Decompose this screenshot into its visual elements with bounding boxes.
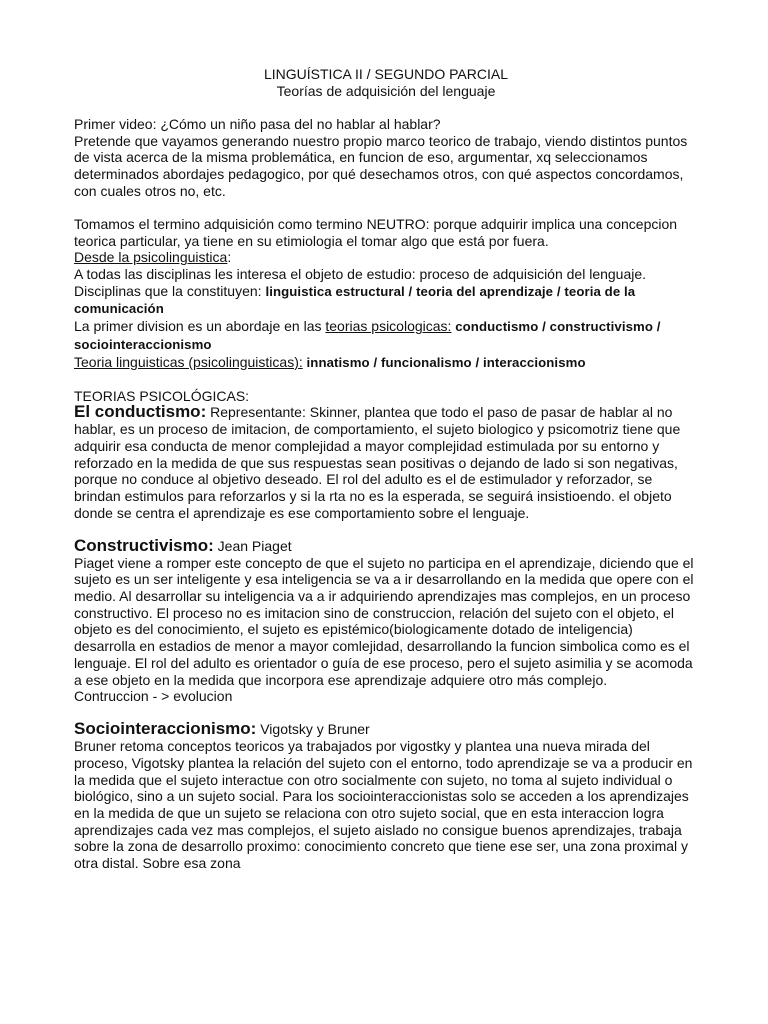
document-body	[74, 66, 698, 872]
psychological-theories-label: teorias psicologicas:	[325, 318, 452, 335]
linguistic-theories-label: Teoria linguisticas (psicolinguisticas):	[74, 353, 303, 370]
psicolinguistica-heading-line	[74, 249, 698, 266]
sociointeraccionismo-title: Sociointeraccionismo:	[74, 719, 257, 739]
sociointeraccionismo-text: Bruner retoma conceptos teoricos ya trabajados por vigostky y plantea una nueva mirada del proceso, Vigotsky plantea la relación del sujeto con el entorno, todo aprendizaje se va a producir en la medida que el sujeto interactue con otro socialmente con sujeto, no toma al sujeto individual o biológico, sino a un sujeto social. Para los sociointeraccionistas solo se acceden a los aprendizajes en la medida de que un sujeto se relaciona con otro sujeto social, que en esta interaccion logra aprendizajes cada vez mas complejos, el sujeto aislado no consigue buenos aprendizajes, trabaja sobre la zona de desarrollo proximo: conocimiento concreto que tiene ese ser, una zona proximal y otra distal. Sobre esa zona	[74, 738, 693, 872]
intro-paragraph: Pretende que vayamos generando nuestro propio marco teorico de trabajo, viendo distintos puntos de vista acerca de la misma problemática, en funcion de eso, argumentar, xq seleccionamos determinados abordajes pedagogico, por qué desechamos otros, con qué aspectos concordamos, con cuales otros no, etc.	[74, 132, 688, 199]
video-question: Primer video: ¿Cómo un niño pasa del no hablar al hablar?	[74, 115, 441, 132]
constructivismo-author: Jean Piaget	[213, 537, 292, 554]
linguistic-theories-line	[74, 354, 698, 372]
conductismo-section	[74, 404, 698, 521]
conductismo-text: Representante: Skinner, plantea que todo el paso de pasar de hablar al no hablar, es un proceso de imitacion, de comportamiento, el sujeto biologico y psicomotriz tiene que adquirir esa conducta de menor complejidad a mayor complejidad estimulada por su entorno y reforzado en la medida de que sus respuestas sean positivas o dejando de lado si son negativas, porque no conduce al objetivo deseado. El rol del adulto es el de estimulador y reforzador, se brindan estimulos para reforzarlos y si la rta no es la esperada, se seguirá insistioendo. el objeto donde se centra el aprendizaje es ese comportamiento sobre el lenguaje.	[74, 404, 681, 521]
constructivismo-title: Constructivismo:	[74, 535, 214, 555]
sociointeraccionismo-author: Vigotsky y Bruner	[256, 721, 370, 738]
psych-theories-heading: TEORIAS PSICOLÓGICAS:	[74, 387, 250, 404]
acquisition-paragraph: Tomamos el termino adquisición como termino NEUTRO: porque adquirir implica una concepcion teorica particular, ya tiene en su etimiologia el tomar algo que está por fuera.	[74, 215, 678, 249]
psicolinguistica-heading: Desde la psicolinguistica	[74, 249, 228, 266]
sociointeraccionismo-heading-line	[74, 721, 698, 738]
disciplines-line	[74, 283, 698, 318]
document-subtitle: Teorías de adquisición del lenguaje	[276, 82, 496, 99]
linguistic-theories-list: innatismo / funcionalismo / interaccionismo	[302, 354, 586, 370]
document-title: LINGUÍSTICA II / SEGUNDO PARCIAL	[263, 66, 508, 82]
division-line	[74, 318, 698, 353]
disciplines-list: linguistica estructural / teoria del aprendizaje / teoria de la comunicación	[74, 283, 636, 317]
psicolinguistica-text: A todas las disciplinas les interesa el objeto de estudio: proceso de adquisición del lenguaje.	[74, 266, 647, 283]
conductismo-title: El conductismo:	[74, 402, 207, 422]
disciplines-label: Disciplinas que la constituyen:	[74, 282, 266, 299]
psicolinguistica-colon: :	[227, 249, 232, 266]
division-prefix: La primer division es un abordaje en las	[74, 318, 326, 335]
psychological-theories-list: conductismo / constructivismo / sociointeraccionismo	[74, 319, 661, 352]
constructivismo-heading-line	[74, 535, 698, 555]
constructivismo-note: Contruccion - > evolucion	[74, 688, 233, 705]
constructivismo-text: Piaget viene a romper este concepto de que el sujeto no participa en el aprendizaje, diciendo que el sujeto es un ser inteligente y esa inteligencia se va a ir desarrollando en la medida que opere con el medio. Al desarrollar su inteligencia va a ir adquiriendo aprendizajes mas complejos, en un proceso constructivo. El proceso no es imitacion sino de construccion, relación del sujeto con el objeto, el objeto es del conocimiento, el sujeto es epistémico(biologicamente dotado de inteligencia) desarrolla en estadios de menor a mayor comlejidad, desarrollando la funcion simbolica como es el lenguaje. El rol del adulto es orientador o guía de ese proceso, pero el sujeto asimilia y se acomoda a ese objeto en la medida que incorpora ese aprendizaje adquiere otro más complejo.	[74, 554, 694, 688]
